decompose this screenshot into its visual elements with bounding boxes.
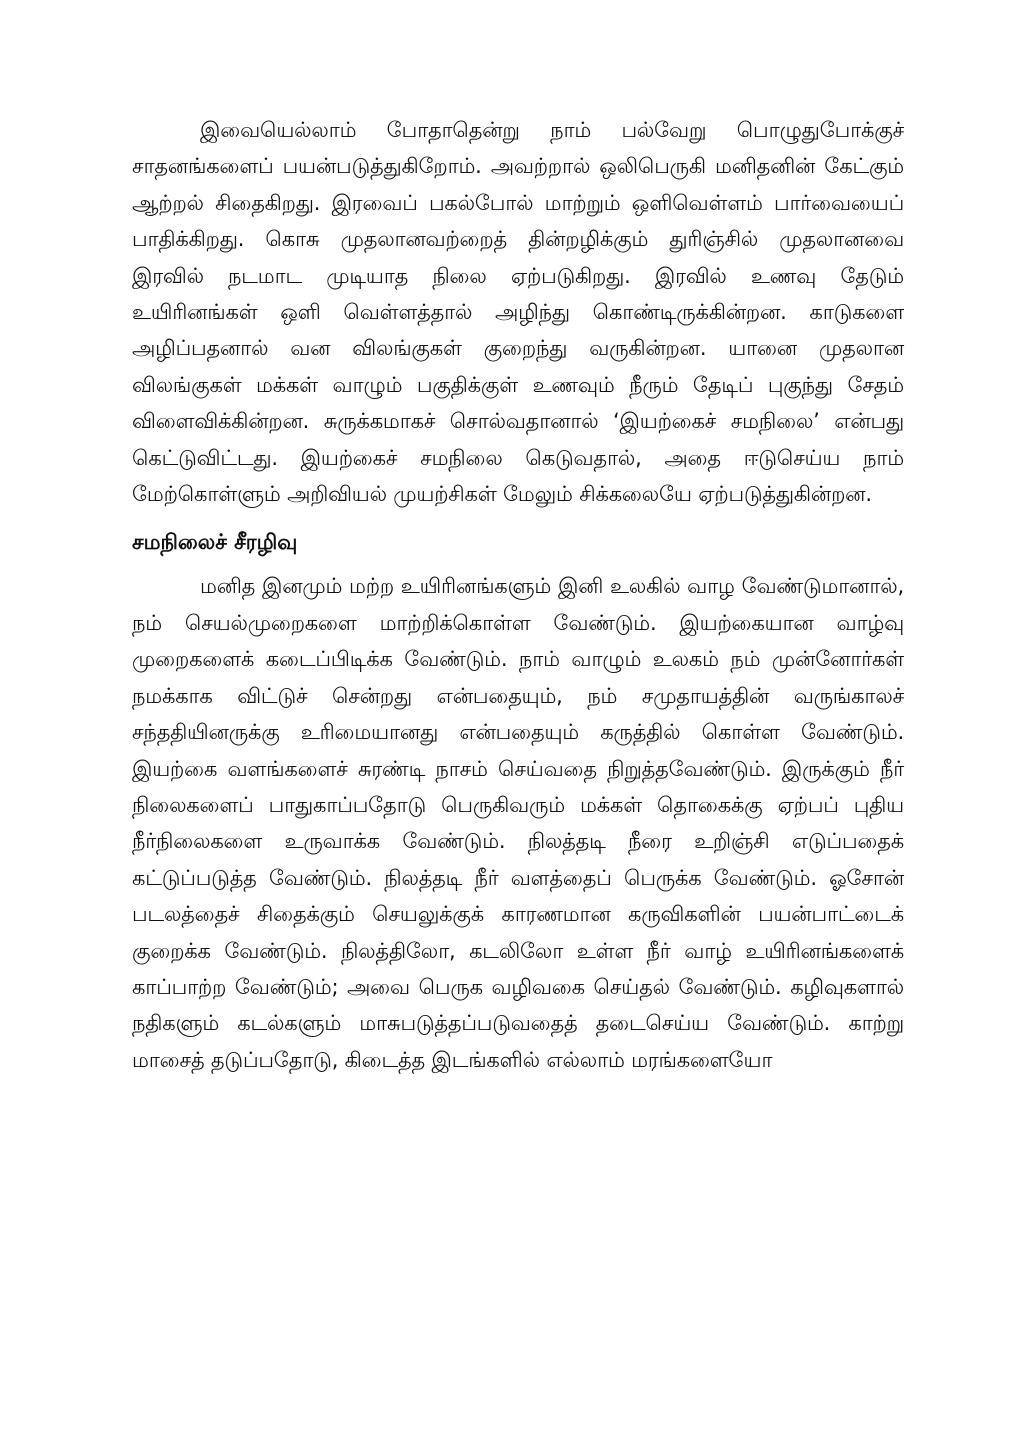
paragraph-environment-imbalance: இவையெல்லாம் போதாதென்று நாம் பல்வேறு பொழுதுபோக்குச் சாதனங்களைப் பயன்படுத்துகிறோம். அவற்றால் ஒலிபெருகி மனிதனின் கேட்கும் ஆற்றல் சிதைகிறது. இரவைப் பகல்போல் மாற்றும் ஒளிவெள்ளம் பார்வையைப் பாதிக்கிறது. கொசு முதலானவற்றைத் தின்றழிக்கும் துரிஞ்சில் முதலானவை இரவில் நடமாட முடியாத நிலை ஏற்படுகிறது. இரவில் உணவு தேடும் உயிரினங்கள் ஒளி வெள்ளத்தால் அழிந்து கொண்டிருக்கின்றன. காடுகளை அழிப்பதனால் வன விலங்குகள் குறைந்து வருகின்றன. யானை முதலான விலங்குகள் மக்கள் வாழும் பகுதிக்குள் உணவும் நீரும் தேடிப் புகுந்து சேதம் விளைவிக்கின்றன. சுருக்கமாகச் சொல்வதானால் ‘இயற்கைச் சமநிலை’ என்பது கெட்டுவிட்டது. இயற்கைச் சமநிலை கெடுவதால், அதை ஈடுசெய்ய நாம் மேற்கொள்ளும் அறிவியல் முயற்சிகள் மேலும் சிக்கலையே ஏற்படுத்துகின்றன. bbox=[132, 118, 904, 507]
paragraph-restoration-measures: மனித இனமும் மற்ற உயிரினங்களும் இனி உலகில் வாழ வேண்டுமானால், நம் செயல்முறைகளை மாற்றிக்கொள்ள வேண்டும். இயற்கையான வாழ்வு முறைகளைக் கடைப்பிடிக்க வேண்டும். நாம் வாழும் உலகம் நம் முன்னோர்கள் நமக்காக விட்டுச் சென்றது என்பதையும், நம் சமுதாயத்தின் வருங்காலச் சந்ததியினருக்கு உரிமையானது என்பதையும் கருத்தில் கொள்ள வேண்டும். இயற்கை வளங்களைச் சுரண்டி நாசம் செய்வதை நிறுத்தவேண்டும். இருக்கும் நீர் நிலைகளைப் பாதுகாப்பதோடு பெருகிவரும் மக்கள் தொகைக்கு ஏற்பப் புதிய நீர்நிலைகளை உருவாக்க வேண்டும். நிலத்தடி நீரை உறிஞ்சி எடுப்பதைக் கட்டுப்படுத்த வேண்டும். நிலத்தடி நீர் வளத்தைப் பெருக்க வேண்டும். ஓசோன் படலத்தைச் சிதைக்கும் செயலுக்குக் காரணமான கருவிகளின் பயன்பாட்டைக் குறைக்க வேண்டும். நிலத்திலோ, கடலிலோ உள்ள நீர் வாழ் உயிரினங்களைக் காப்பாற்ற வேண்டும்; அவை பெருக வழிவகை செய்தல் வேண்டும். கழிவுகளால் நதிகளும் கடல்களும் மாசுபடுத்தப்படுவதைத் தடைசெய்ய வேண்டும். காற்று மாசைத் தடுப்பதோடு, கிடைத்த இடங்களில் எல்லாம் மரங்களையோ bbox=[132, 574, 904, 1072]
document-page bbox=[132, 112, 904, 1078]
section-heading: சமநிலைச் சீரழிவு bbox=[132, 530, 298, 555]
